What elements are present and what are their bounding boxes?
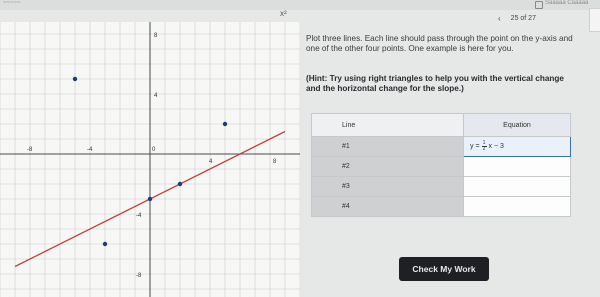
fraction-denominator: 2 — [482, 146, 486, 152]
equation-table — [311, 113, 571, 217]
equation-input-2[interactable] — [464, 157, 571, 177]
y-axis-label-bottom: -8 — [136, 273, 142, 279]
exponent-tool-icon[interactable]: x² — [280, 9, 287, 18]
y-axis-label-upper: 4 — [154, 93, 158, 99]
x-axis-label-right: 8 — [273, 159, 277, 165]
equation-suffix: x − 3 — [488, 143, 504, 150]
x-axis-label-left: -8 — [27, 147, 33, 153]
coordinate-grid[interactable] — [0, 22, 300, 297]
table-row — [312, 197, 571, 217]
point-3[interactable] — [223, 122, 227, 126]
coordinate-grid-svg[interactable] — [0, 22, 300, 297]
hint-text: (Hint: Try using right triangles to help you with the vertical change and the horizontal change for the slope.) — [306, 74, 564, 94]
line-number: #3 — [312, 177, 464, 197]
prev-arrow-icon[interactable]: ‹ — [498, 14, 501, 23]
checkbox-icon[interactable] — [535, 1, 543, 9]
instructions-text: Plot three lines. Each line should pass through the point on the y-axis and one of the other four points. One example is here for you. — [306, 34, 573, 54]
point-2[interactable] — [73, 77, 77, 81]
point-1[interactable] — [178, 182, 182, 186]
table-row — [312, 157, 571, 177]
equation-cell-1 — [464, 137, 571, 157]
equation-prefix: y = — [470, 143, 480, 150]
example-equation — [470, 141, 504, 152]
slope-fraction — [482, 141, 487, 152]
question-counter: 25 of 27 — [510, 15, 536, 22]
line-number: #4 — [312, 197, 464, 217]
point-4[interactable] — [103, 242, 107, 246]
table-header-row — [312, 114, 571, 137]
question-pager — [498, 14, 536, 23]
y-axis-label-lower: -4 — [136, 213, 142, 219]
x-axis-label-origin: 0 — [152, 147, 156, 153]
top-right-label: Saaaaa Caaaaa — [545, 0, 589, 6]
header-equation: Equation — [464, 114, 571, 137]
equation-input-4[interactable] — [464, 197, 571, 217]
table-row — [312, 177, 571, 197]
app-logo: ~~~~~ — [3, 0, 21, 6]
line-number: #2 — [312, 157, 464, 177]
x-axis-label-right-mid: 4 — [209, 159, 213, 165]
next-question-button[interactable] — [589, 8, 600, 32]
line-number: #1 — [312, 137, 464, 157]
y-axis-label-top: 8 — [154, 33, 158, 39]
header-line: Line — [312, 114, 464, 137]
table-row — [312, 137, 571, 157]
x-axis-label-left-mid: -4 — [87, 147, 93, 153]
fraction-numerator: 1 — [482, 140, 486, 146]
top-bar — [0, 0, 600, 10]
point-y-intercept[interactable] — [148, 197, 152, 201]
check-my-work-button[interactable]: Check My Work — [399, 257, 489, 281]
equation-input-3[interactable] — [464, 177, 571, 197]
